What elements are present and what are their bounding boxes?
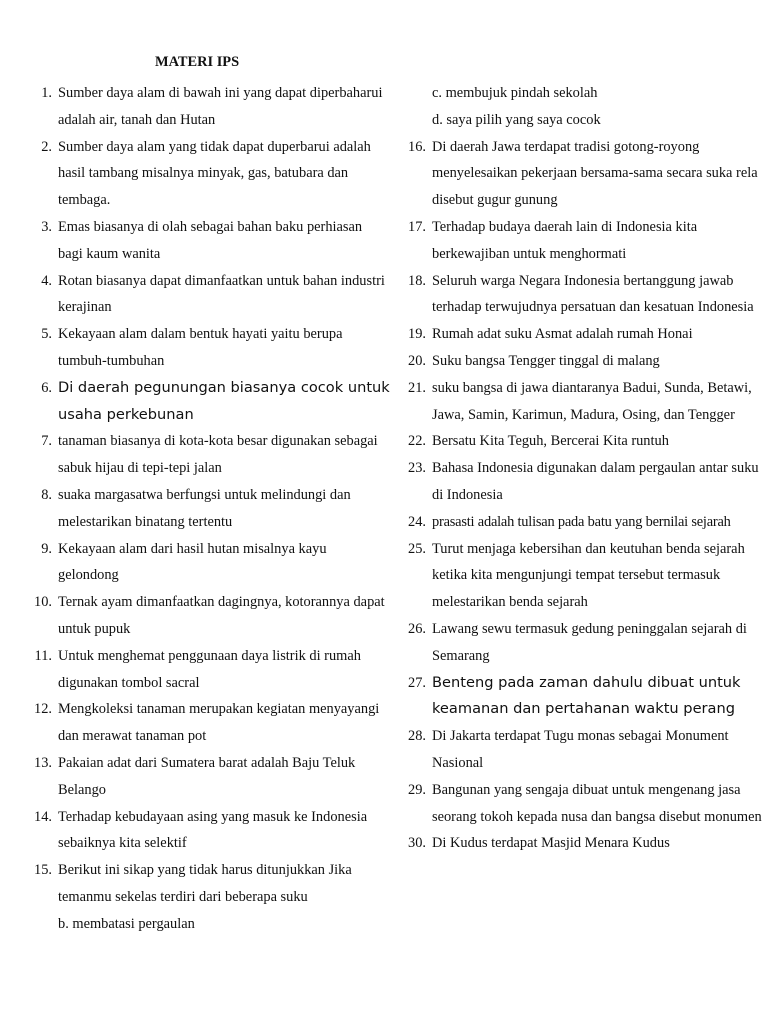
item-number: 11. <box>34 647 52 664</box>
item-number: 8. <box>41 486 52 503</box>
list-item <box>30 80 390 134</box>
item-text: Terhadap kebudayaan asing yang masuk ke Indonesia sebaiknya kita selektif <box>58 808 368 852</box>
item-number: 14. <box>34 808 52 825</box>
item-text: Lawang sewu termasuk gedung peninggalan sejarah di Semarang <box>432 620 747 664</box>
item-number: 15. <box>34 862 52 879</box>
list-item <box>404 777 764 831</box>
item-number: 19. <box>408 326 426 343</box>
item-number: 16. <box>408 138 426 155</box>
list-item <box>30 804 390 858</box>
item-number: 10. <box>34 594 52 611</box>
item-number: 17. <box>408 218 426 235</box>
item-number: 24. <box>408 513 426 530</box>
list-item <box>404 536 764 616</box>
item-number: 5. <box>41 326 52 343</box>
item-number: 13. <box>34 754 52 771</box>
list-item <box>30 134 390 214</box>
list-item <box>404 723 764 777</box>
list-item <box>30 375 390 429</box>
item-number: 26. <box>408 620 426 637</box>
list-item <box>30 428 390 482</box>
item-number: 12. <box>34 701 52 718</box>
item-number: 9. <box>41 540 52 557</box>
item-text: Pakaian adat dari Sumatera barat adalah Baju Teluk Belango <box>58 754 356 798</box>
answer-option: d. saya pilih yang saya cocok <box>432 111 601 128</box>
item-number: 6. <box>41 379 52 396</box>
item-text: Rotan biasanya dapat dimanfaatkan untuk bahan industri kerajinan <box>58 272 385 316</box>
item-text: Seluruh warga Negara Indonesia bertanggung jawab terhadap terwujudnya persatuan dan kesatuan Indonesia <box>432 272 754 316</box>
item-text: Turut menjaga kebersihan dan keutuhan benda sejarah ketika kita mengunjungi tempat tersebut termasuk melestarikan benda sejarah <box>432 540 745 611</box>
answer-option: c. membujuk pindah sekolah <box>432 85 598 101</box>
list-item <box>30 536 390 590</box>
item-text: Sumber daya alam di bawah ini yang dapat diperbaharui adalah air, tanah dan Hutan <box>58 85 383 128</box>
item-text: Kekayaan alam dalam bentuk hayati yaitu berupa tumbuh-tumbuhan <box>58 326 343 369</box>
item-text: Sumber daya alam yang tidak dapat duperbarui adalah hasil tambang misalnya minyak, gas, batubara dan tembaga. <box>58 138 371 209</box>
item-text: Mengkoleksi tanaman merupakan kegiatan menyayangi dan merawat tanaman pot <box>58 701 380 745</box>
item-number: 25. <box>408 540 426 557</box>
item-text: Untuk menghemat penggunaan daya listrik di rumah digunakan tombol sacral <box>58 647 361 691</box>
list-item <box>404 670 764 724</box>
item-text: Rumah adat suku Asmat adalah rumah Honai <box>432 326 693 343</box>
list-item <box>30 696 390 750</box>
list-item <box>404 268 764 322</box>
list-item <box>30 589 390 643</box>
list-item <box>404 830 764 857</box>
list-item <box>30 321 390 375</box>
list-item <box>404 509 764 536</box>
item-number: 7. <box>41 433 52 450</box>
item-text: Ternak ayam dimanfaatkan dagingnya, kotorannya dapat untuk pupuk <box>58 594 385 637</box>
list-item <box>404 375 764 429</box>
item-text: suaka margasatwa berfungsi untuk melindungi dan melestarikan binatang tertentu <box>58 486 351 530</box>
item-text: Suku bangsa Tengger tinggal di malang <box>432 352 660 369</box>
list-item <box>404 348 764 375</box>
item-text: suku bangsa di jawa diantaranya Badui, Sunda, Betawi, Jawa, Samin, Karimun, Madura, Osing, dan Tengger <box>432 379 752 423</box>
item-number: 2. <box>41 138 52 155</box>
item-text: Di Jakarta terdapat Tugu monas sebagai Monument Nasional <box>432 728 729 771</box>
list-item <box>30 482 390 536</box>
item-text: Di daerah pegunungan biasanya cocok untuk usaha perkebunan <box>58 378 390 423</box>
page-title: MATERI IPS <box>155 54 240 70</box>
item-text: tanaman biasanya di kota-kota besar digunakan sebagai sabuk hijau di tepi-tepi jalan <box>58 433 378 477</box>
right-column <box>404 80 764 857</box>
item-number: 23. <box>408 460 426 477</box>
item-text: Emas biasanya di olah sebagai bahan baku perhiasan bagi kaum wanita <box>58 218 363 262</box>
list-item <box>30 857 390 911</box>
item-number: 22. <box>408 433 426 450</box>
list-item <box>30 268 390 322</box>
item-number: 21. <box>408 379 426 396</box>
item-number: 28. <box>408 728 426 745</box>
item-number: 3. <box>41 218 52 235</box>
answer-option: b. membatasi pergaulan <box>58 915 195 932</box>
item-text: Bersatu Kita Teguh, Bercerai Kita runtuh <box>432 433 669 450</box>
item-text: Kekayaan alam dari hasil hutan misalnya kayu gelondong <box>58 540 327 584</box>
item-number: 4. <box>41 272 52 289</box>
item-number: 18. <box>408 272 426 289</box>
list-item <box>404 616 764 670</box>
item-text: Terhadap budaya daerah lain di Indonesia kita berkewajiban untuk menghormati <box>432 218 698 262</box>
item-text: Di Kudus terdapat Masjid Menara Kudus <box>432 835 670 852</box>
list-item <box>30 214 390 268</box>
item-number: 1. <box>41 85 52 101</box>
list-item <box>404 321 764 348</box>
item-number: 29. <box>408 781 426 798</box>
list-item <box>404 428 764 455</box>
item-text: Bahasa Indonesia digunakan dalam pergaulan antar suku di Indonesia <box>432 460 759 503</box>
item-number: 30. <box>408 835 426 852</box>
list-item <box>30 643 390 697</box>
item-text: prasasti adalah tulisan pada batu yang bernilai sejarah <box>432 513 731 530</box>
item-text: Di daerah Jawa terdapat tradisi gotong-royong menyelesaikan pekerjaan bersama-sama secara suka rela disebut gugur gunung <box>432 138 758 209</box>
list-item <box>30 750 390 804</box>
item-text: Berikut ini sikap yang tidak harus ditunjukkan Jika temanmu sekelas terdiri dari beberapa suku <box>58 862 352 905</box>
item-text: Benteng pada zaman dahulu dibuat untuk keamanan dan pertahanan waktu perang <box>432 673 741 718</box>
item-text: Bangunan yang sengaja dibuat untuk mengenang jasa seorang tokoh kepada nusa dan bangsa disebut monumen <box>432 781 762 825</box>
item-number: 27. <box>408 674 426 691</box>
item-number: 20. <box>408 352 426 369</box>
list-item <box>404 455 764 509</box>
list-item <box>404 214 764 268</box>
list-item <box>404 134 764 214</box>
left-column <box>30 80 390 938</box>
